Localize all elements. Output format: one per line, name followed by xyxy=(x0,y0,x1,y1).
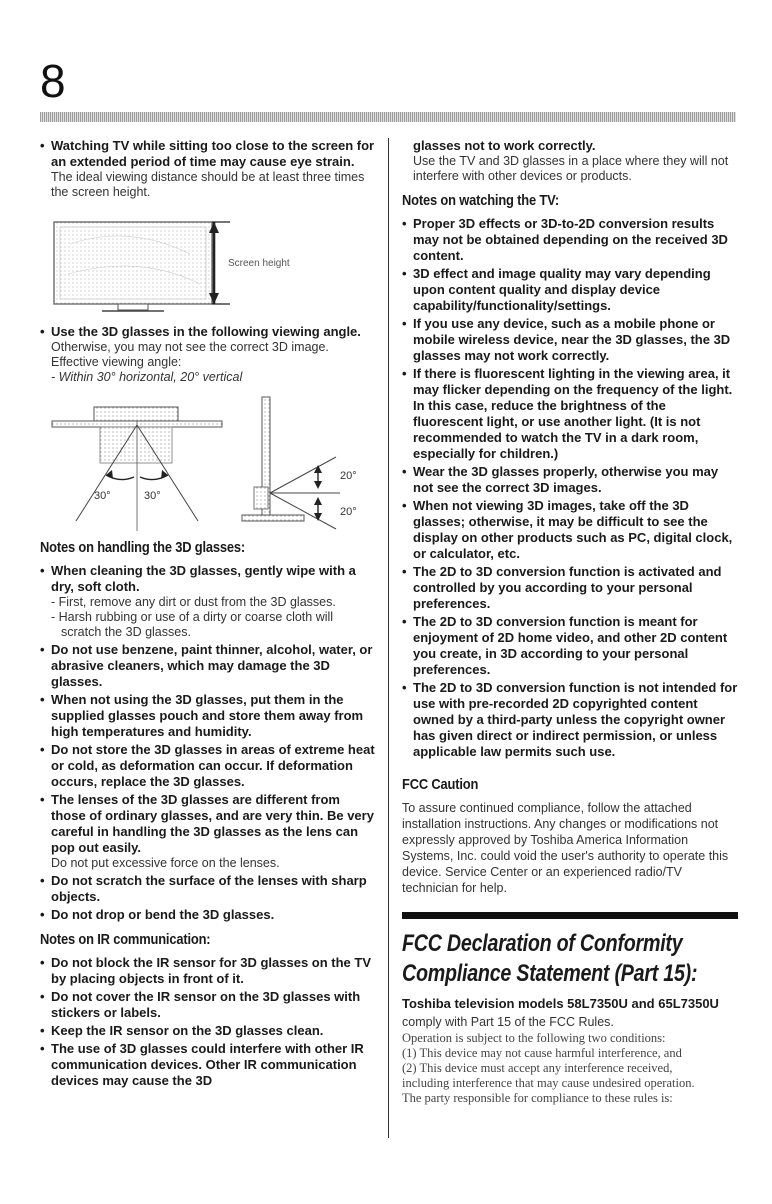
item-bold: When cleaning the 3D glasses, gently wipe with a dry, soft cloth. xyxy=(51,563,356,594)
angle-list xyxy=(40,324,376,385)
condition-line: Operation is subject to the following two conditions: xyxy=(402,1031,666,1045)
list-item xyxy=(40,792,376,871)
list-item: • Do not cover the IR sensor on the 3D glasses with stickers or labels. xyxy=(40,989,376,1021)
angle-label-bottom: 20° xyxy=(340,506,357,518)
handling-heading: Notes on handling the 3D glasses: xyxy=(40,539,246,556)
models-bold: Toshiba television models 58L7350U and 65L7350U xyxy=(402,996,719,1011)
list-item: • The 2D to 3D conversion function is meant for enjoyment of 2D home video, and other 2D content you create, in 3D according to your personal preferences. xyxy=(402,614,738,678)
list-item: • Do not store the 3D glasses in areas of extreme heat or cold, as deformation can occur. If deformation occurs, replace the 3D glasses. xyxy=(40,742,376,790)
viewing-angle-illustration xyxy=(40,391,376,531)
condition-line: The party responsible for compliance to these rules is: xyxy=(402,1091,673,1105)
list-item: • Do not block the IR sensor for 3D glasses on the TV by placing objects in front of it. xyxy=(40,955,376,987)
screen-height-label: Screen height xyxy=(228,258,290,269)
list-item: • The 2D to 3D conversion function is activated and controlled by you according to your personal preferences. xyxy=(402,564,738,612)
item-dash: - First, remove any dirt or dust from the 3D glasses. xyxy=(51,595,336,609)
list-item: • If you use any device, such as a mobile phone or mobile wireless device, near the 3D glasses, the 3D glasses may not work correctly. xyxy=(402,316,738,364)
list-item: • Do not scratch the surface of the lenses with sharp objects. xyxy=(40,873,376,905)
fcc-caution-text: To assure continued compliance, follow the attached installation instructions. Any changes or modifications not expressly approved by Toshiba America Information Systems, Inc. could void the user's authority to operate this device. Service Center or an experienced radio/TV technician for help. xyxy=(402,801,729,895)
models-statement xyxy=(402,995,738,1031)
declaration-title-line2: Compliance Statement (Part 15): xyxy=(402,960,698,987)
column-divider xyxy=(388,138,389,1138)
list-item: • Do not drop or bend the 3D glasses. xyxy=(40,907,376,923)
angle-label-left: 30° xyxy=(94,490,111,502)
item-bold: The lenses of the 3D glasses are different from those of ordinary glasses, and are very thin. Be very careful in handling the 3D glasses as the lens can pop out easily. xyxy=(51,792,374,855)
item-note: Effective viewing angle: xyxy=(51,355,182,369)
list-item: • The use of 3D glasses could interfere with other IR communication devices. Other IR communication devices may cause the 3D xyxy=(40,1041,376,1089)
header-rule xyxy=(40,112,736,122)
list-item xyxy=(40,563,376,640)
item-note: - Within 30° horizontal, 20° vertical xyxy=(51,370,243,384)
angle-label-right: 30° xyxy=(144,490,161,502)
tv-front-illustration xyxy=(40,214,376,318)
intro-list xyxy=(40,138,376,200)
declaration-title xyxy=(402,929,698,989)
fcc-caution-heading: FCC Caution xyxy=(402,776,479,793)
list-item: • Proper 3D effects or 3D-to-2D conversion results may not be obtained depending on the received 3D content. xyxy=(402,216,738,264)
models-tail: comply with Part 15 of the FCC Rules. xyxy=(402,1015,614,1029)
right-column xyxy=(402,138,738,1106)
list-item: • Keep the IR sensor on the 3D glasses clean. xyxy=(40,1023,376,1039)
list-item xyxy=(40,324,376,385)
ir-heading: Notes on IR communication: xyxy=(40,931,211,948)
left-column xyxy=(40,138,376,1091)
continued-text: glasses not to work correctly. xyxy=(413,138,596,153)
condition-line: (2) This device must accept any interference received, xyxy=(402,1061,673,1075)
viewing-angle-figure xyxy=(40,391,376,531)
condition-line: (1) This device may not cause harmful interference, and xyxy=(402,1046,682,1060)
tv-list xyxy=(402,216,738,760)
item-bold: Use the 3D glasses in the following viewing angle. xyxy=(51,324,361,339)
continued-note: Use the TV and 3D glasses in a place where they will not interfere with other devices or products. xyxy=(413,154,729,183)
screen-height-figure xyxy=(40,214,376,318)
section-rule xyxy=(402,912,738,919)
angle-label-top: 20° xyxy=(340,470,357,482)
item-bold: Watching TV while sitting too close to the screen for an extended period of time may cause eye strain. xyxy=(51,138,375,169)
item-dash: - Harsh rubbing or use of a dirty or coarse cloth will scratch the 3D glasses. xyxy=(51,610,334,639)
item-note: Otherwise, you may not see the correct 3D image. xyxy=(51,340,329,354)
tv-heading: Notes on watching the TV: xyxy=(402,192,559,209)
page-number: 8 xyxy=(40,55,66,107)
conditions-block xyxy=(402,1031,738,1106)
item-note: The ideal viewing distance should be at least three times the screen height. xyxy=(51,170,365,199)
item-note: Do not put excessive force on the lenses. xyxy=(51,856,280,870)
list-item: • When not using the 3D glasses, put them in the supplied glasses pouch and store them away from high temperatures and humidity. xyxy=(40,692,376,740)
list-item: • If there is fluorescent lighting in the viewing area, it may flicker depending on the frequency of the light. In this case, reduce the brightness of the fluorescent light, or use another light. (It is not recommended to watch the TV in a dark room, especially for children.) xyxy=(402,366,738,462)
list-item: • When not viewing 3D images, take off the 3D glasses; otherwise, it may be difficult to see the display on other products such as PC, digital clock, or calculator, etc. xyxy=(402,498,738,562)
list-item: • Do not use benzene, paint thinner, alcohol, water, or abrasive cleaners, which may damage the 3D glasses. xyxy=(40,642,376,690)
list-item xyxy=(40,138,376,200)
list-item: • The 2D to 3D conversion function is not intended for use with pre-recorded 2D copyrighted content owned by a third-party unless the copyright owner has given direct or indirect permission, or unless applicable law permits such use. xyxy=(402,680,738,760)
list-item: • 3D effect and image quality may vary depending upon content quality and display device capability/functionality/settings. xyxy=(402,266,738,314)
handling-list xyxy=(40,563,376,923)
list-item: • Wear the 3D glasses properly, otherwise you may not see the correct 3D images. xyxy=(402,464,738,496)
condition-line: including interference that may cause undesired operation. xyxy=(402,1076,695,1090)
ir-list xyxy=(40,955,376,1089)
declaration-title-line1: FCC Declaration of Conformity xyxy=(402,930,683,957)
